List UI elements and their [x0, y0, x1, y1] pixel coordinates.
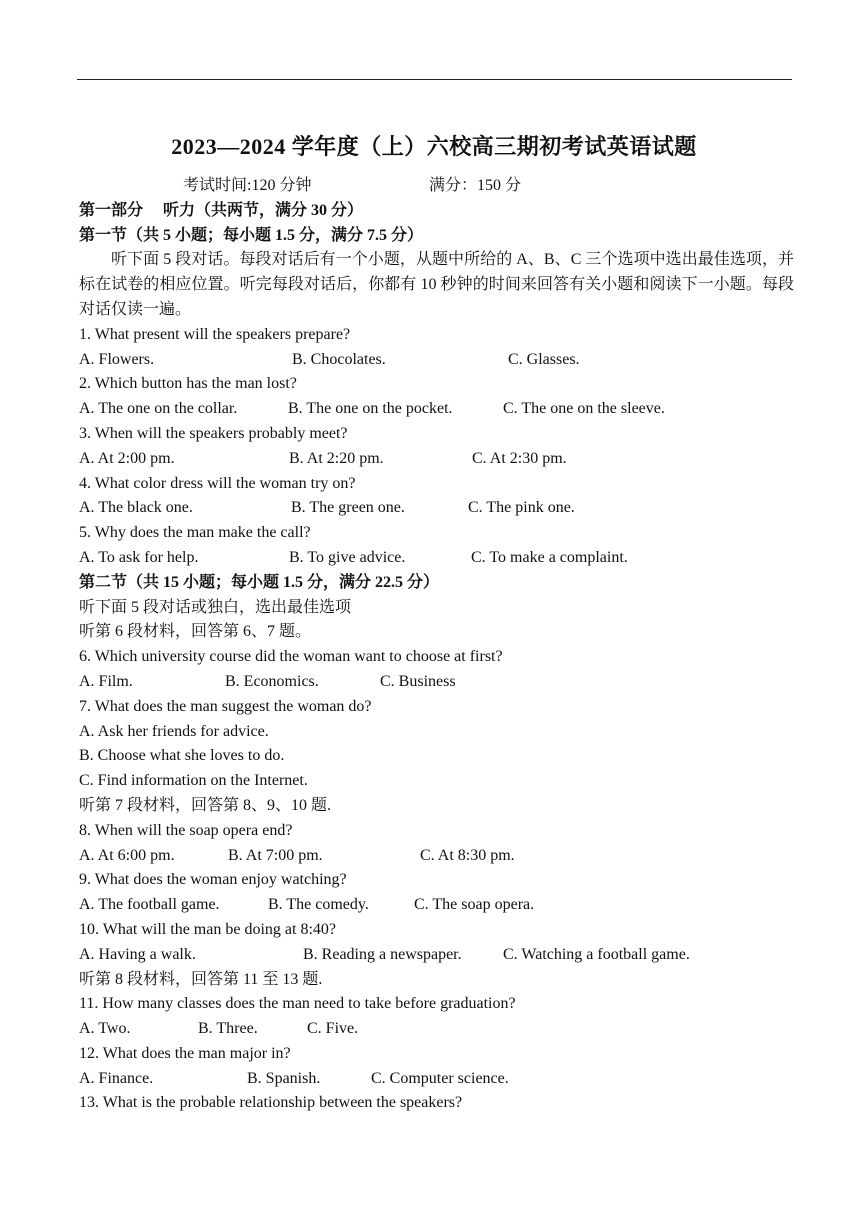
option-b: B. Reading a newspaper.	[303, 945, 462, 963]
option-b: B. Economics.	[225, 672, 319, 690]
passage8-note: 听第 8 段材料，回答第 11 至 13 题.	[79, 970, 323, 988]
full-score: 满分：150 分	[429, 177, 522, 194]
options-12	[79, 1067, 794, 1092]
options-1	[79, 348, 794, 373]
option-a: A. Having a walk.	[79, 945, 196, 963]
section2-heading: 第二节（共 15 小题；每小题 1.5 分，满分 22.5 分）	[79, 573, 440, 591]
option-c: C. Watching a football game.	[503, 945, 690, 963]
option-c: C. Glasses.	[508, 350, 580, 368]
question-3: 3. When will the speakers probably meet?	[79, 424, 348, 442]
option-b: B. At 2:20 pm.	[289, 449, 384, 467]
option-c: C. Five.	[307, 1020, 359, 1038]
option-b: B. The one on the pocket.	[288, 400, 453, 418]
option-b: B. At 7:00 pm.	[228, 846, 323, 864]
question-10: 10. What will the man be doing at 8:40?	[79, 920, 336, 938]
question-4: 4. What color dress will the woman try on?	[79, 474, 356, 492]
option-b: B. The comedy.	[268, 896, 369, 914]
options-10	[79, 943, 794, 968]
question-12: 12. What does the man major in?	[79, 1044, 291, 1062]
section1-heading: 第一节（共 5 小题；每小题 1.5 分，满分 7.5 分）	[79, 226, 424, 244]
option-c: C. The pink one.	[468, 499, 575, 517]
section2-instructions: 听下面 5 段对话或独白，选出最佳选项	[79, 598, 352, 616]
option-c: C. Computer science.	[371, 1069, 509, 1087]
option-a: A. Film.	[79, 672, 133, 690]
question-9: 9. What does the woman enjoy watching?	[79, 871, 347, 889]
option-c: C. At 2:30 pm.	[472, 449, 567, 467]
option-a: A. The football game.	[79, 896, 220, 914]
option-b: B. Spanish.	[247, 1069, 321, 1087]
option-a: A. Flowers.	[79, 350, 155, 368]
exam-content	[79, 174, 794, 1116]
option-a: A. At 2:00 pm.	[79, 449, 175, 467]
passage7-note: 听第 7 段材料，回答第 8、9、10 题.	[79, 796, 332, 814]
option-a: A. Ask her friends for advice.	[79, 722, 269, 740]
option-c: C. The soap opera.	[414, 896, 535, 914]
options-4	[79, 496, 794, 521]
question-13: 13. What is the probable relationship between the speakers?	[79, 1094, 463, 1112]
passage6-note: 听第 6 段材料，回答第 6、7 题。	[79, 623, 312, 641]
question-1: 1. What present will the speakers prepare?	[79, 325, 351, 343]
question-7: 7. What does the man suggest the woman do?	[79, 697, 372, 715]
question-8: 8. When will the soap opera end?	[79, 821, 293, 839]
option-a: A. The one on the collar.	[79, 400, 238, 418]
option-b: B. Three.	[198, 1020, 258, 1038]
options-5	[79, 546, 794, 571]
part1-heading: 第一部分 听力（共两节，满分 30 分）	[79, 201, 364, 219]
option-b: B. Chocolates.	[292, 350, 386, 368]
option-b: B. Choose what she loves to do.	[79, 747, 285, 765]
section1-instructions: 听下面 5 段对话。每段对话后有一个小题，从题中所给的 A、B、C 三个选项中选出最佳选项，并标在试卷的相应位置。听完每段对话后，你都有 10 秒钟的时间来回答有关小题和阅读下一小题。每段对话仅读一遍。	[79, 251, 794, 318]
option-c: C. Find information on the Internet.	[79, 772, 308, 790]
options-11	[79, 1017, 794, 1042]
question-11: 11. How many classes does the man need to take before graduation?	[79, 995, 516, 1013]
option-c: C. At 8:30 pm.	[420, 846, 515, 864]
page-title: 2023—2024 学年度（上）六校高三期初考试英语试题	[171, 134, 697, 159]
question-5: 5. Why does the man make the call?	[79, 524, 311, 542]
options-8	[79, 844, 794, 869]
option-a: A. To ask for help.	[79, 548, 199, 566]
question-6: 6. Which university course did the woman want to choose at first?	[79, 648, 503, 666]
option-a: A. Finance.	[79, 1069, 154, 1087]
exam-meta	[79, 174, 794, 199]
options-6	[79, 670, 794, 695]
header-rule	[77, 79, 792, 80]
option-b: B. To give advice.	[289, 548, 406, 566]
question-2: 2. Which button has the man lost?	[79, 375, 297, 393]
option-c: C. The one on the sleeve.	[503, 400, 665, 418]
option-b: B. The green one.	[291, 499, 405, 517]
option-c: C. Business	[380, 672, 456, 690]
exam-time: 考试时间:120 分钟	[183, 177, 312, 194]
option-a: A. Two.	[79, 1020, 131, 1038]
options-3	[79, 447, 794, 472]
option-c: C. To make a complaint.	[471, 548, 628, 566]
options-2	[79, 397, 794, 422]
option-a: A. At 6:00 pm.	[79, 846, 175, 864]
options-9	[79, 893, 794, 918]
option-a: A. The black one.	[79, 499, 193, 517]
